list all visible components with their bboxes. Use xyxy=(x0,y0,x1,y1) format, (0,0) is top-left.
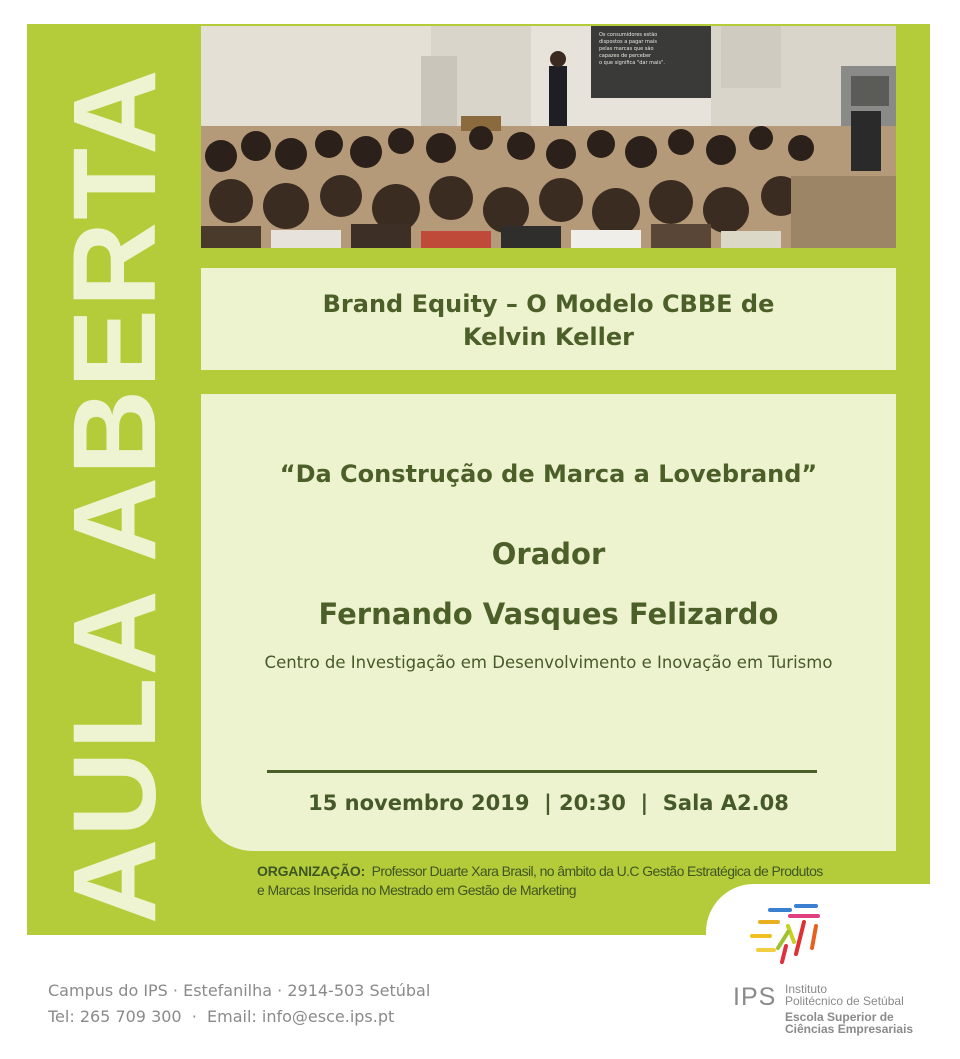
organization-text: Professor Duarte Xara Brasil, no âmbito da U.C Gestão Estratégica de Produtos e Marcas Inserida no Mestrado em Gestão de Marketing xyxy=(257,863,823,898)
slide-text: Os consumidores estão dispostos a pagar mais pelas marcas que são capazes de perceber o que significa "dar mais". xyxy=(599,32,665,66)
contact-info xyxy=(48,978,430,1030)
event-date-time-room: 15 novembro 2019 | 20:30 | Sala A2.08 xyxy=(308,791,789,815)
organization-label: ORGANIZAÇÃO: xyxy=(257,863,366,879)
speaker-affiliation: Centro de Investigação em Desenvolvimento e Inovação em Turismo xyxy=(264,653,833,672)
phone-email: Tel: 265 709 300 · Email: info@esce.ips.pt xyxy=(48,1007,395,1026)
speaker-name: Fernando Vasques Felizardo xyxy=(318,597,779,631)
talk-title-line-2: Kelvin Keller xyxy=(462,323,634,351)
ips-school-name: Escola Superior de Ciências Empresariais xyxy=(785,1010,914,1036)
divider xyxy=(267,770,817,773)
vertical-title: AULA ABERTA xyxy=(49,67,181,924)
address: Campus do IPS · Estefanilha · 2914-503 Setúbal xyxy=(48,981,431,1000)
ips-logo-icon xyxy=(748,904,826,976)
talk-title-panel xyxy=(201,268,896,370)
speaker-figure xyxy=(549,51,567,126)
talk-title-line-1: Brand Equity – O Modelo CBBE de xyxy=(322,290,775,318)
ips-logo-letters: IPS xyxy=(733,983,777,1011)
event-details-panel xyxy=(201,394,896,851)
speaker-label: Orador xyxy=(491,537,606,571)
ips-institute-name: Instituto Politécnico de Setúbal xyxy=(785,982,904,1008)
talk-subtitle: “Da Construção de Marca a Lovebrand” xyxy=(279,460,818,488)
lecture-photo xyxy=(201,26,896,248)
